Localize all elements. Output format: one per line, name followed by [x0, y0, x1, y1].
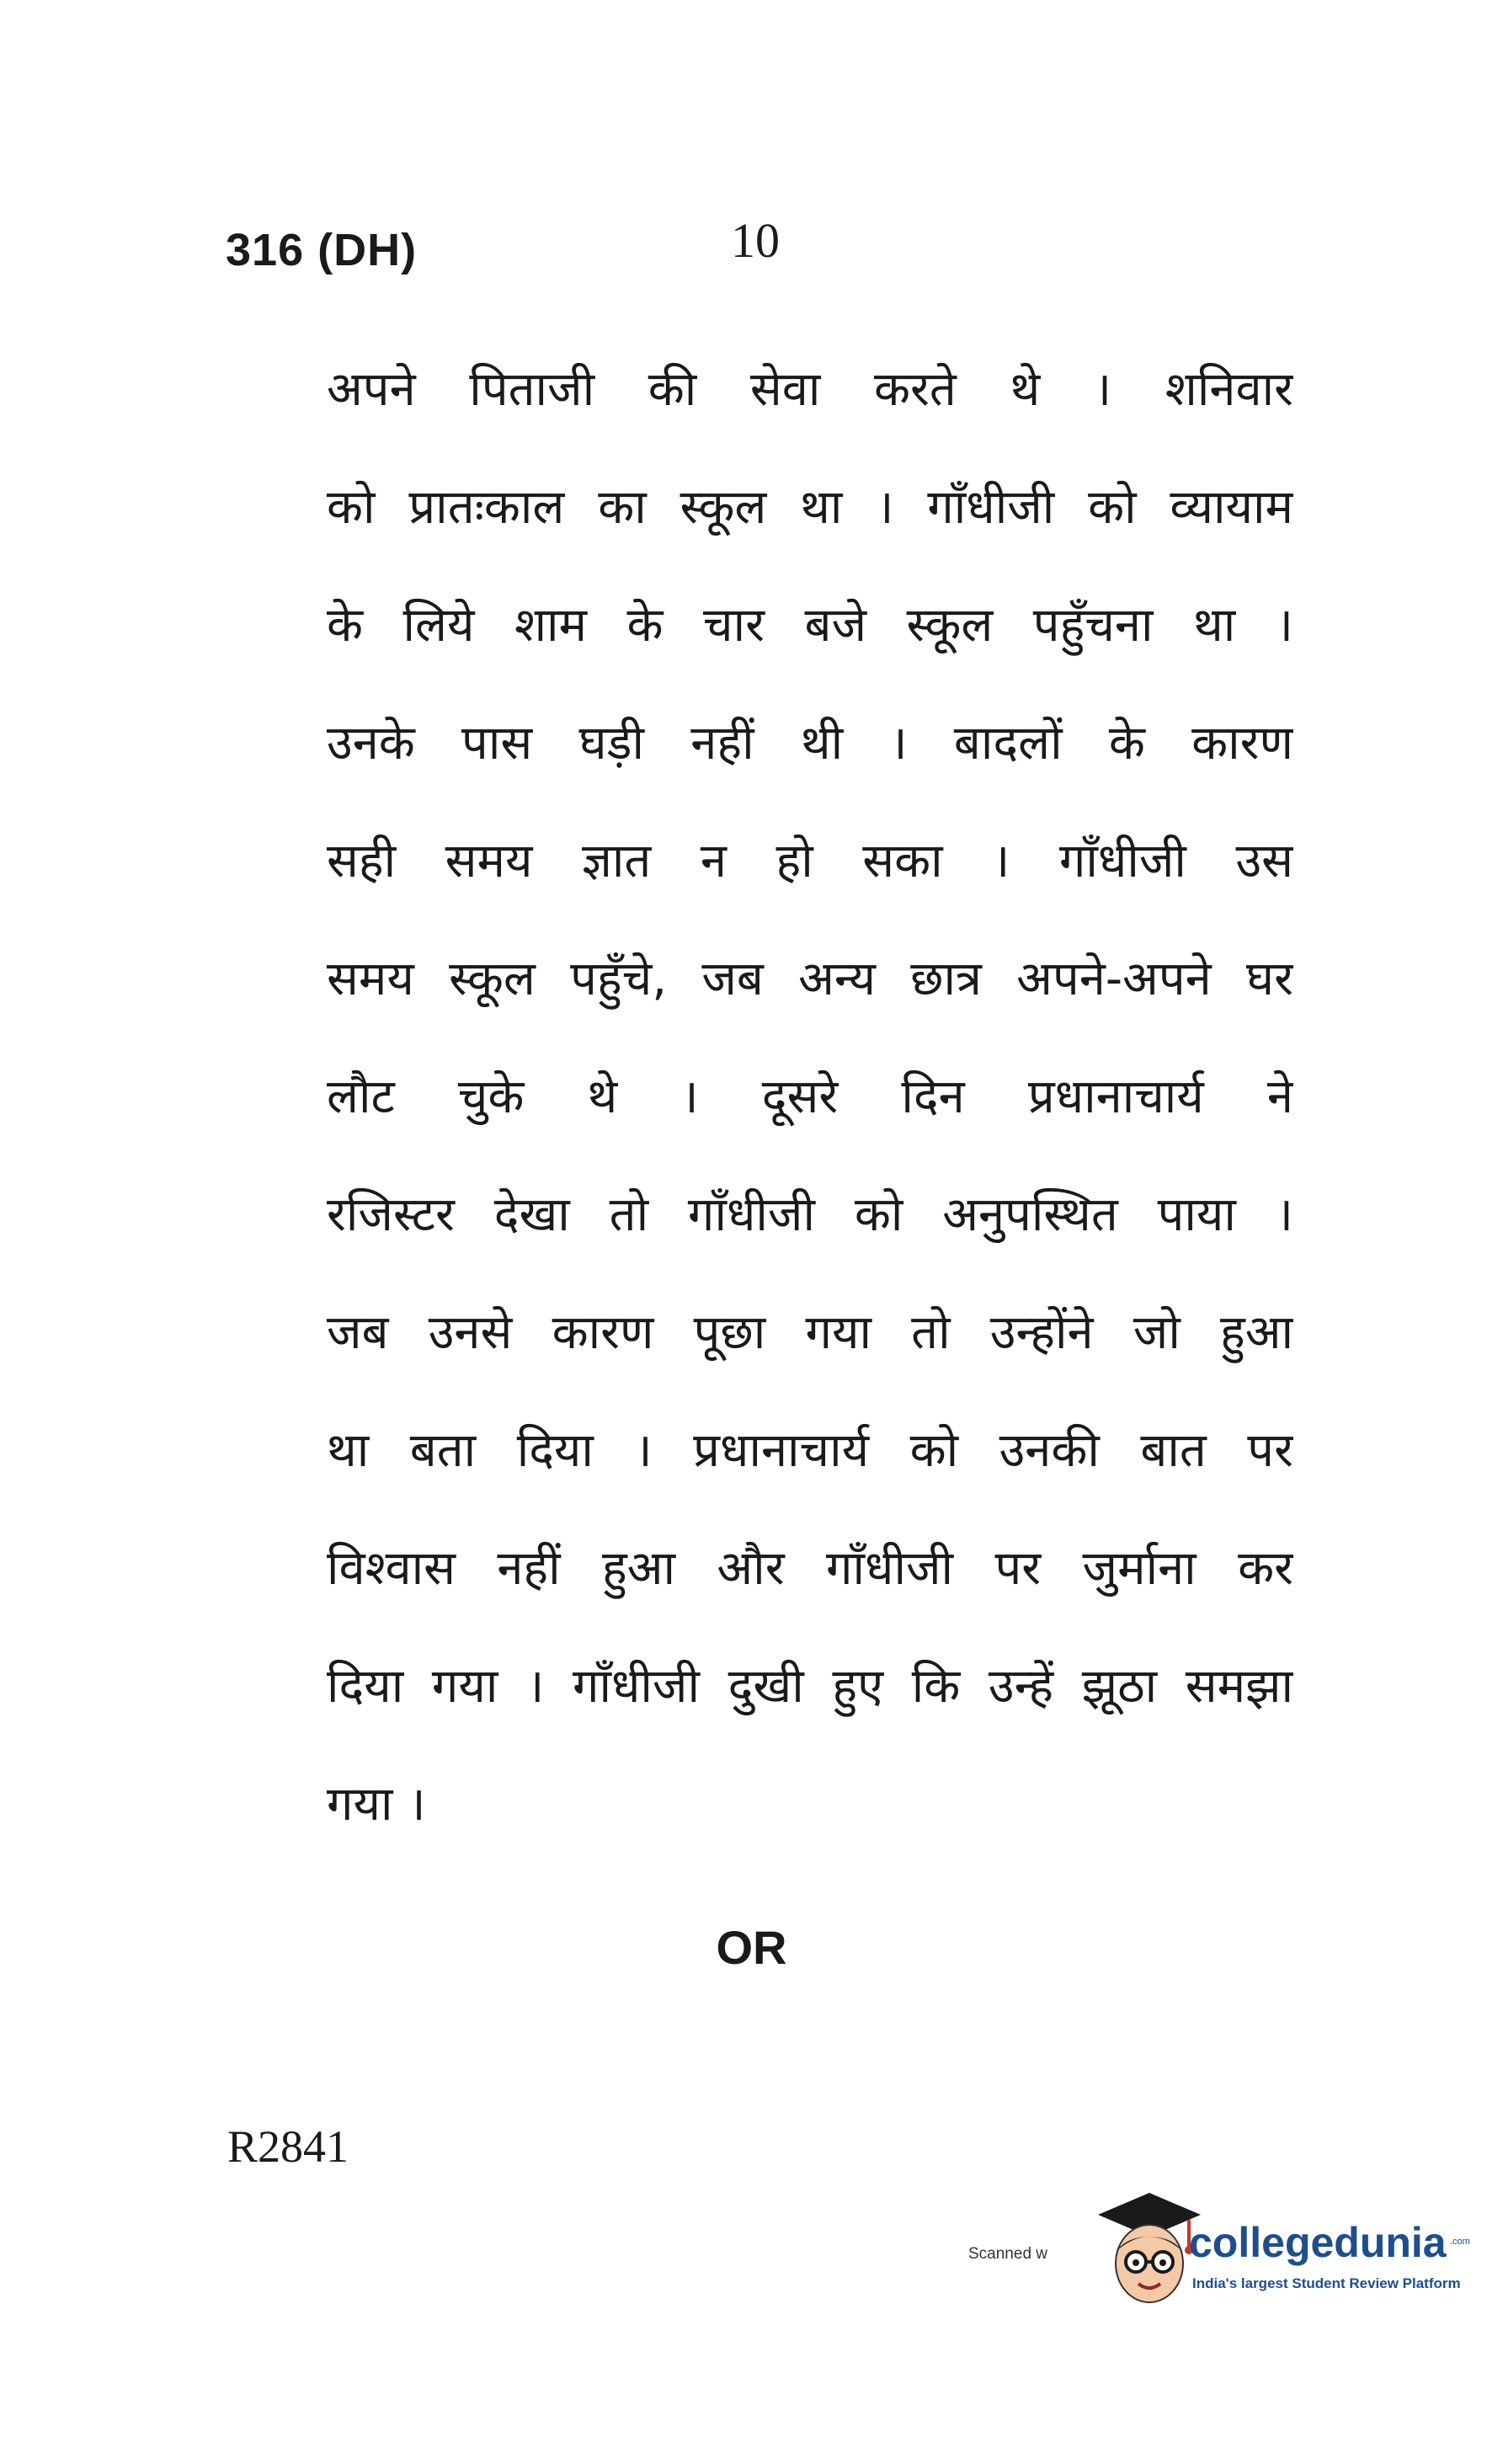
- passage-line: को प्रातःकाल का स्कूल था । गाँधीजी को व्यायाम: [327, 480, 1293, 535]
- scanned-with-text: Scanned w: [968, 2245, 1048, 2263]
- passage-line: लौट चुके थे । दूसरे दिन प्रधानाचार्य ने: [327, 1069, 1293, 1124]
- page-header: [226, 212, 1320, 296]
- passage-line: सही समय ज्ञात न हो सका । गाँधीजी उस: [327, 834, 1293, 888]
- passage-line: रजिस्टर देखा तो गाँधीजी को अनुपस्थित पाया ।: [327, 1187, 1293, 1242]
- collegedunia-watermark: [968, 2189, 1474, 2333]
- passage-line: गया ।: [327, 1777, 426, 1832]
- paper-code: 316 (DH): [226, 225, 418, 275]
- passage-line: उनके पास घड़ी नहीं थी । बादलों के कारण: [327, 716, 1293, 771]
- brand-name: collegedunia: [1189, 2219, 1447, 2266]
- passage-line: जब उनसे कारण पूछा गया तो उन्होंने जो हुआ: [327, 1305, 1293, 1360]
- passage-line: विश्वास नहीं हुआ और गाँधीजी पर जुर्माना कर: [327, 1541, 1293, 1596]
- passage-line: था बता दिया । प्रधानाचार्य को उनकी बात पर: [327, 1423, 1293, 1478]
- footer-code: R2841: [227, 2121, 349, 2172]
- hindi-passage: [327, 352, 1293, 1885]
- passage-line: के लिये शाम के चार बजे स्कूल पहुँचना था ।: [327, 598, 1293, 653]
- student-mascot-icon: [1095, 2189, 1204, 2316]
- page-number: 10: [731, 213, 780, 268]
- brand-tagline: India's largest Student Review Platform: [1192, 2275, 1461, 2291]
- passage-line: दिया गया । गाँधीजी दुखी हुए कि उन्हें झूठा समझा: [327, 1659, 1293, 1714]
- passage-line: अपने पिताजी की सेवा करते थे । शनिवार: [327, 362, 1293, 417]
- brand-tld: .com: [1450, 2237, 1470, 2247]
- passage-line: समय स्कूल पहुँचे, जब अन्य छात्र अपने-अपने घर: [327, 952, 1293, 1006]
- or-divider: OR: [716, 1921, 787, 1974]
